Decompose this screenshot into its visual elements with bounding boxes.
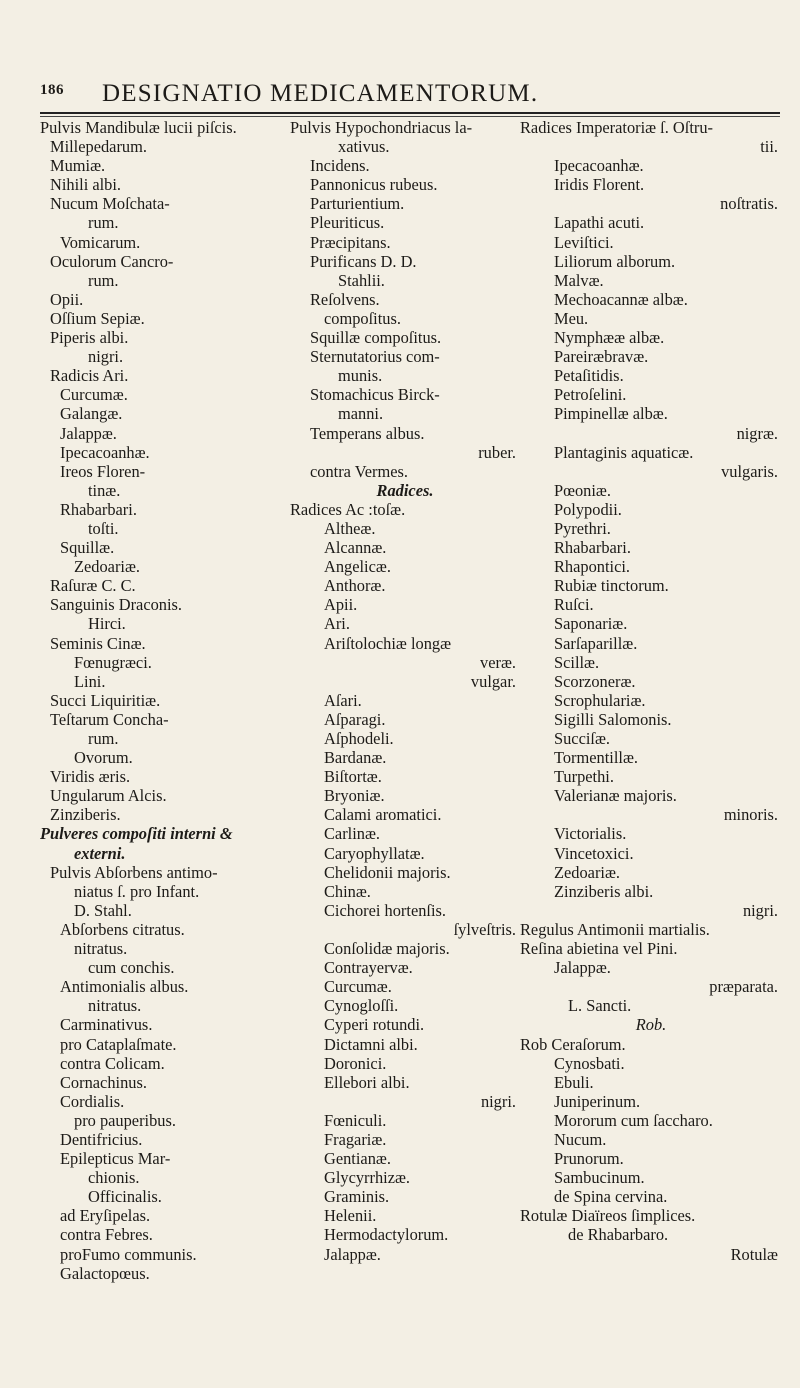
entry-line: Sambucinum.	[554, 1168, 645, 1188]
entry-line: Rubiæ tinctorum.	[554, 576, 669, 596]
entry-line: Nucum.	[554, 1129, 607, 1149]
entry-line: Helenii.	[324, 1206, 377, 1226]
entry-line: Nucum Moſchata-	[50, 194, 170, 214]
entry-line: Ruſci.	[554, 595, 594, 615]
entry-line: Pulvis Mandibulæ lucii piſcis.	[40, 118, 237, 137]
entry-line: contra Febres.	[60, 1225, 153, 1245]
entry-line: Regulus Antimonii martialis.	[520, 919, 710, 939]
entry-line: nigri.	[88, 347, 124, 367]
entry-line: Seminis Cinæ.	[50, 633, 146, 653]
entry-line: Radices Ac :toſæ.	[290, 499, 406, 519]
entry-line: Alcannæ.	[324, 538, 387, 558]
entry-line: pro Cataplaſmate.	[60, 1034, 177, 1054]
column-right	[520, 118, 782, 1264]
entry-line: Reſolvens.	[310, 289, 380, 309]
entry-line: Zedoariæ.	[74, 557, 140, 577]
header-rule-thin	[40, 116, 780, 117]
entry-line: cum conchis.	[88, 958, 175, 978]
page-header	[40, 80, 780, 112]
entry-line: Prunorum.	[554, 1149, 624, 1169]
entry-line: nitratus.	[88, 996, 142, 1016]
entry-line: L. Sancti.	[568, 996, 632, 1016]
entry-line: Turpethi.	[554, 767, 614, 787]
entry-line: Bryoniæ.	[324, 786, 385, 806]
entry-line: compoſitus.	[324, 308, 401, 328]
entry-line: Petaſitidis.	[554, 366, 624, 386]
entry-line: de Spina cervina.	[554, 1187, 668, 1207]
entry-line: Ariſtolochiæ longæ	[324, 633, 452, 653]
entry-line: Gentianæ.	[324, 1149, 391, 1169]
entry-line: Incidens.	[310, 156, 370, 176]
entry-line: Temperans albus.	[310, 423, 425, 443]
entry-line: Vincetoxici.	[554, 843, 634, 863]
entry-line: Juniperinum.	[554, 1091, 641, 1111]
entry-line: ruber.	[478, 442, 516, 462]
entry-line: Doronici.	[324, 1053, 387, 1073]
entry-line: tii.	[760, 137, 778, 157]
entry-line: Angelicæ.	[324, 557, 391, 577]
entry-line: Cornachinus.	[60, 1072, 147, 1092]
entry-line: Cynogloſſi.	[324, 996, 399, 1016]
entry-line: Scrophulariæ.	[554, 690, 646, 710]
entry-line: Rhabarbari.	[60, 499, 137, 519]
entry-line: Sternutatorius com-	[310, 347, 440, 367]
entry-line: Teſtarum Concha-	[50, 709, 169, 729]
entry-line: Lapathi acuti.	[554, 213, 645, 233]
entry-line: Tormentillæ.	[554, 748, 638, 768]
entry-line: Conſolidæ majoris.	[324, 939, 450, 959]
entry-line: Hirci.	[88, 614, 126, 634]
entry-line: Valerianæ majoris.	[554, 786, 677, 806]
entry-line: rum.	[88, 729, 119, 748]
entry-line: Graminis.	[324, 1187, 390, 1207]
entry-line: nigri.	[480, 1091, 516, 1111]
entry-line: Bardanæ.	[324, 748, 387, 768]
entry-line: Vomicarum.	[60, 232, 141, 252]
entry-line: Ebuli.	[554, 1072, 594, 1092]
entry-line: minoris.	[723, 805, 778, 825]
entry-line: externi.	[74, 843, 126, 863]
entry-line: Ungularum Alcis.	[50, 786, 167, 806]
entry-line: Squillæ compoſitus.	[310, 328, 442, 348]
entry-line: Pannonicus rubeus.	[310, 175, 438, 195]
entry-line: Pimpinellæ albæ.	[554, 404, 668, 424]
entry-line: Sanguinis Draconis.	[50, 595, 183, 615]
entry-line: toſti.	[88, 518, 119, 538]
entry-line: Fragariæ.	[324, 1129, 387, 1149]
entry-line: Dentifricius.	[60, 1129, 143, 1149]
entry-line: Nihili albi.	[50, 175, 122, 195]
entry-line: veræ.	[480, 652, 516, 672]
entry-line: Apii.	[324, 595, 358, 615]
entry-line: Succi Liquiritiæ.	[50, 690, 161, 710]
entry-line: proFumo communis.	[60, 1244, 197, 1264]
entry-line: rum.	[88, 213, 119, 233]
entry-line: Lini.	[74, 671, 106, 691]
entry-line: contra Vermes.	[310, 461, 409, 481]
entry-line: Cynosbati.	[554, 1053, 625, 1073]
column-left	[40, 118, 288, 1283]
entry-line: præparata.	[709, 977, 778, 997]
entry-line: Præcipitans.	[310, 232, 391, 252]
entry-line: Abſorbens citratus.	[60, 919, 185, 939]
entry-line: Glycyrrhizæ.	[324, 1168, 411, 1188]
entry-line: xativus.	[338, 137, 390, 157]
entry-line: Iridis Florent.	[554, 175, 645, 195]
entry-line: Chelidonii majoris.	[324, 862, 451, 882]
entry-line: Piperis albi.	[50, 328, 129, 348]
entry-line: Succiſæ.	[554, 729, 610, 748]
entry-line: Pulvis Abſorbens antimo-	[50, 862, 218, 882]
entry-line: Jalappæ.	[60, 423, 117, 443]
entry-line: Aſparagi.	[324, 709, 386, 729]
entry-line: nigri.	[742, 900, 778, 920]
entry-line: Squillæ.	[60, 538, 115, 558]
entry-line: Rob Ceraſorum.	[520, 1034, 626, 1054]
entry-line: Ireos Floren-	[60, 461, 146, 481]
entry-line: Rob.	[635, 1015, 667, 1035]
entry-line: Carminativus.	[60, 1015, 153, 1035]
entry-line: manni.	[338, 404, 384, 424]
entry-line: Antimonialis albus.	[60, 977, 189, 997]
entry-line: Pœoniæ.	[554, 480, 611, 500]
entry-line: Polypodii.	[554, 499, 622, 519]
entry-line: Altheæ.	[324, 518, 376, 538]
entry-line: Chinæ.	[324, 881, 371, 901]
entry-line: Galactopœus.	[60, 1263, 150, 1283]
entry-line: Mechoacannæ albæ.	[554, 289, 688, 309]
entry-line: Stahlii.	[338, 270, 385, 290]
entry-line: Cichorei hortenſis.	[324, 900, 446, 920]
entry-line: D. Stahl.	[74, 900, 132, 920]
entry-line: nitratus.	[74, 939, 128, 959]
entry-line: contra Colicam.	[60, 1053, 165, 1073]
running-title: DESIGNATIO MEDICAMENTORUM.	[102, 80, 539, 107]
entry-line: Mumiæ.	[50, 156, 106, 176]
entry-line: Curcumæ.	[60, 385, 128, 405]
entry-line: Sarſaparillæ.	[554, 633, 638, 653]
entry-line: Carlinæ.	[324, 824, 380, 844]
entry-line: munis.	[338, 366, 383, 386]
entry-line: ſylveſtris.	[453, 919, 516, 939]
entry-line: Nymphææ albæ.	[554, 328, 665, 348]
entry-line: Rotulæ Diaïreos ſimplices.	[520, 1206, 696, 1226]
entry-line: Pulvis Hypochondriacus la-	[290, 118, 473, 137]
entry-line: Ellebori albi.	[324, 1072, 410, 1092]
entry-line: Ovorum.	[74, 748, 133, 768]
entry-line: Pareiræbravæ.	[554, 347, 649, 367]
entry-line: de Rhabarbaro.	[568, 1225, 669, 1245]
entry-line: Purificans D. D.	[310, 251, 417, 271]
header-rule	[40, 112, 780, 114]
entry-line: Contrayervæ.	[324, 958, 413, 978]
entry-line: Officinalis.	[88, 1187, 162, 1207]
entry-line: Epilepticus Mar-	[60, 1149, 171, 1169]
entry-line: Ipecacoanhæ.	[60, 442, 150, 462]
entry-line: Oculorum Cancro-	[50, 251, 174, 271]
entry-line: Anthoræ.	[324, 576, 386, 596]
entry-line: Viridis æris.	[50, 767, 131, 787]
entry-line: niatus ſ. pro Infant.	[74, 881, 200, 901]
entry-line: Fœnugræci.	[74, 652, 152, 672]
entry-line: Raſuræ C. C.	[50, 576, 136, 596]
entry-line: Galangæ.	[60, 404, 123, 424]
entry-line: Meu.	[554, 308, 589, 328]
entry-line: Sigilli Salomonis.	[554, 709, 672, 729]
entry-line: Ipecacoanhæ.	[554, 156, 644, 176]
entry-line: Caryophyllatæ.	[324, 843, 425, 863]
entry-line: Plantaginis aquaticæ.	[554, 442, 694, 462]
entry-line: Zinziberis albi.	[554, 881, 654, 901]
entry-line: tinæ.	[88, 480, 121, 500]
entry-line: nigræ.	[736, 423, 778, 443]
entry-line: Calami aromatici.	[324, 805, 442, 825]
entry-line: Opii.	[50, 289, 84, 309]
entry-line: Scillæ.	[554, 652, 600, 672]
entry-line: chionis.	[88, 1168, 140, 1188]
entry-line: Hermodactylorum.	[324, 1225, 449, 1245]
entry-line: pro pauperibus.	[74, 1110, 176, 1130]
entry-line: vulgaris.	[721, 461, 778, 481]
entry-line: Cyperi rotundi.	[324, 1015, 425, 1035]
entry-line: Jalappæ.	[554, 958, 611, 978]
entry-line: Zedoariæ.	[554, 862, 620, 882]
entry-line: Cordialis.	[60, 1091, 125, 1111]
entry-line: Liliorum alborum.	[554, 251, 676, 271]
entry-line: Zinziberis.	[50, 805, 121, 825]
entry-line: Rhabarbari.	[554, 538, 631, 558]
entry-line: Jalappæ.	[324, 1244, 381, 1264]
page-number: 186	[40, 82, 64, 98]
entry-line: Scorzoneræ.	[554, 671, 636, 691]
entry-line: rum.	[88, 270, 119, 290]
entry-line: Mororum cum ſaccharo.	[554, 1110, 713, 1130]
column-middle	[290, 118, 520, 1264]
entry-line: Curcumæ.	[324, 977, 392, 997]
entry-line: Aſphodeli.	[324, 729, 394, 748]
entry-line: Petroſelini.	[554, 385, 627, 405]
entry-line: ad Eryſipelas.	[60, 1206, 151, 1226]
entry-line: Malvæ.	[554, 270, 604, 290]
entry-line: Pulveres compoſiti interni &	[40, 824, 233, 844]
entry-line: Parturientium.	[310, 194, 405, 214]
entry-line: Pleuriticus.	[310, 213, 385, 233]
entry-line: Dictamni albi.	[324, 1034, 418, 1054]
entry-line: Stomachicus Birck-	[310, 385, 440, 405]
entry-line: noſtratis.	[720, 194, 778, 214]
entry-line: Biſtortæ.	[324, 767, 382, 787]
entry-line: Radices.	[376, 480, 434, 500]
entry-line: Saponariæ.	[554, 614, 628, 634]
entry-line: Rhapontici.	[554, 557, 631, 577]
entry-line: Rotulæ	[730, 1244, 778, 1264]
entry-line: Pyrethri.	[554, 518, 611, 538]
entry-line: Aſari.	[324, 690, 362, 710]
entry-line: Victorialis.	[554, 824, 627, 844]
entry-line: vulgar.	[470, 671, 516, 691]
entry-line: Fœniculi.	[324, 1110, 387, 1130]
entry-line: Leviſtici.	[554, 232, 614, 252]
entry-line: Oſſium Sepiæ.	[50, 308, 145, 328]
entry-line: Millepedarum.	[50, 137, 147, 157]
entry-line: Reſina abietina vel Pini.	[520, 939, 678, 959]
entry-line: Radicis Ari.	[50, 366, 129, 386]
entry-line: Ari.	[324, 614, 350, 634]
entry-line: Radices Imperatoriæ ſ. Oſtru-	[520, 118, 713, 137]
